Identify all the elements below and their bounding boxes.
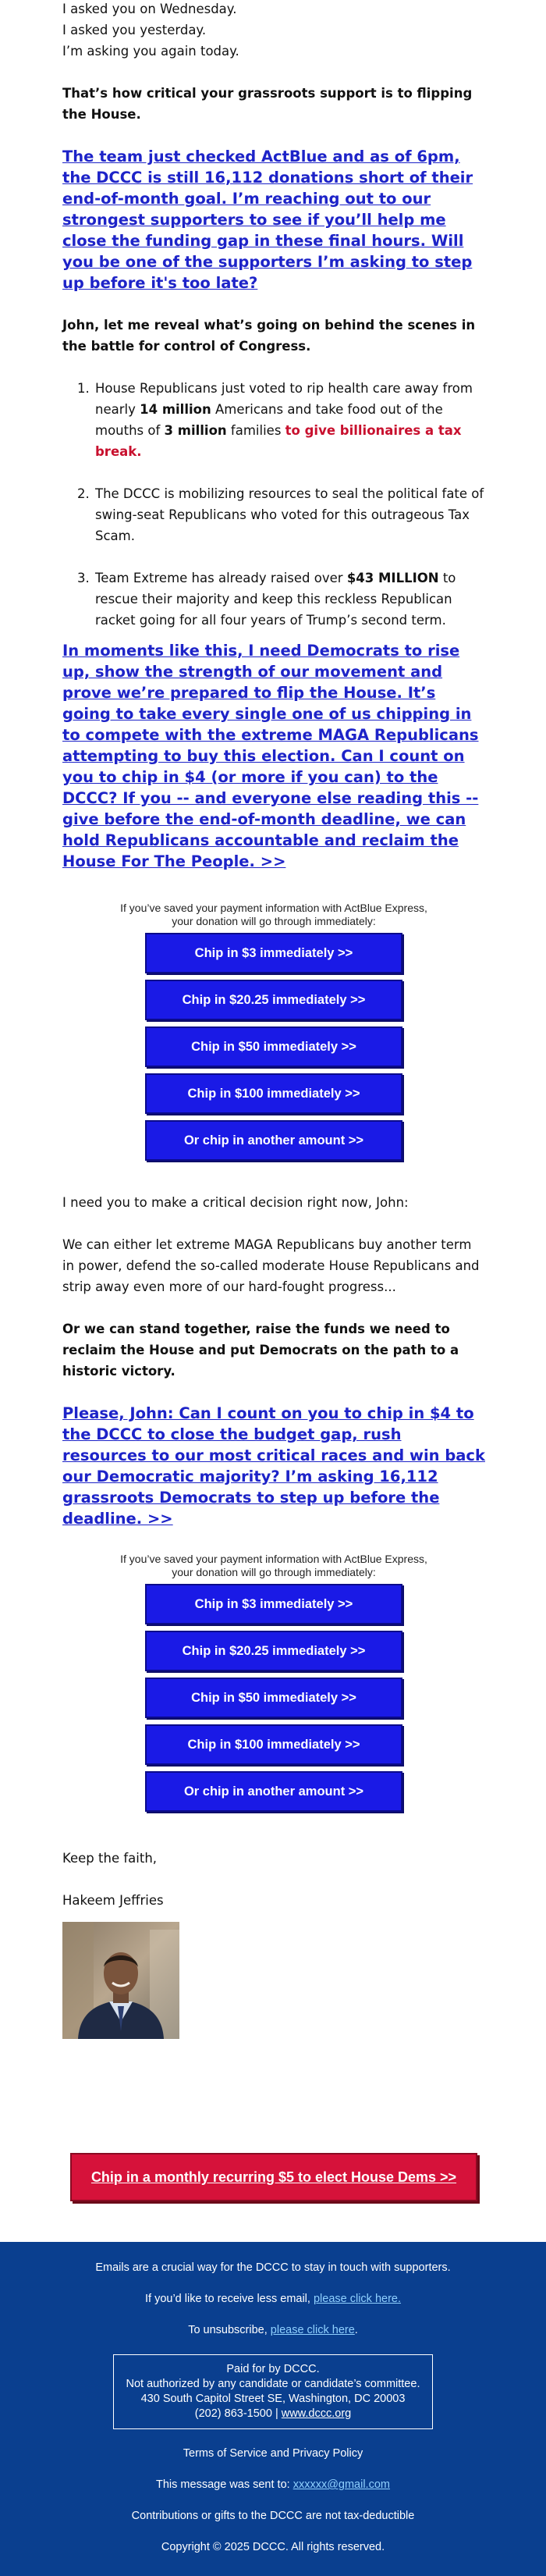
list-item	[94, 378, 485, 462]
dccc-website-link[interactable]: www.dccc.org	[281, 2407, 352, 2420]
list-item-text: to rescue their majority and keep this reckless Republican racket going for all four years of Trump’s second term.	[95, 571, 456, 628]
portrait-illustration	[62, 1922, 179, 2039]
chip-in-100-button[interactable]: Chip in $100 immediately >>	[145, 1724, 402, 1765]
signoff-keep: Keep the faith,	[62, 1851, 158, 1866]
donate-button-group	[62, 902, 485, 1161]
list-item-text: Americans and take food out of the mouths of	[95, 402, 443, 438]
footer-copyright: Copyright © 2025 DCCC. All rights reserved.	[161, 2541, 385, 2553]
list-item-highlight: to give billionaires a tax break.	[95, 423, 462, 459]
intro-line-2: I asked you yesterday.	[62, 23, 207, 37]
chip-in-50-button[interactable]: Chip in $50 immediately >>	[145, 1678, 402, 1718]
chip-in-20-25-button[interactable]: Chip in $20.25 immediately >>	[145, 980, 402, 1020]
monthly-recurring-button[interactable]: Chip in a monthly recurring $5 to elect House Dems >>	[70, 2153, 477, 2201]
less-email-link[interactable]: please click here.	[313, 2293, 401, 2305]
chip-in-100-button[interactable]: Chip in $100 immediately >>	[145, 1073, 402, 1114]
footer-crucial: Emails are a crucial way for the DCCC to stay in touch with supporters.	[95, 2261, 451, 2274]
actblue-note-line: If you’ve saved your payment information with ActBlue Express,	[120, 902, 427, 914]
spacer	[62, 2039, 485, 2153]
actblue-express-note	[62, 902, 485, 928]
list-item-bold: 3 million	[164, 423, 227, 438]
paid-for-box	[113, 2354, 433, 2429]
either-statement: We can either let extreme MAGA Republicans buy another term in power, defend the so-called moderate House Republicans and strip away even more of our hard-fought progress...	[62, 1237, 480, 1294]
footer-text: .	[354, 2324, 358, 2336]
decision-statement: I need you to make a critical decision right now, John:	[62, 1195, 409, 1210]
reasons-list	[94, 378, 485, 631]
chip-in-50-button[interactable]: Chip in $50 immediately >>	[145, 1026, 402, 1067]
terms-privacy-link[interactable]: Terms of Service and Privacy Policy	[183, 2447, 363, 2460]
actblue-note-line: your donation will go through immediately:	[172, 915, 376, 927]
footer-unsubscribe	[47, 2323, 499, 2337]
together-statement: Or we can stand together, raise the funds we need to reclaim the House and put Democrats on the path to a historic victory.	[62, 1322, 459, 1379]
list-item-text: House Republicans just voted to rip health care away from nearly	[95, 381, 473, 417]
recipient-email-link[interactable]: xxxxxx@gmail.com	[292, 2478, 390, 2491]
close-budget-gap-link[interactable]: Please, John: Can I count on you to chip in $4 to the DCCC to close the budget gap, rush resources to our most critical races and win back our Democratic majority? I’m asking 16,112 grassroots Democrats to step up before the deadline. >>	[62, 1404, 485, 1528]
rise-up-donate-link[interactable]: In moments like this, I need Democrats to rise up, show the strength of our movement and prove we’re prepared to flip the House. It’s going to take every single one of us chipping in to compete with the extreme MAGA Republicans attempting to buy this election. Can I count on you to chip in $4 (or more if you can) to the DCCC? If you -- and everyone else reading this -- give before the end-of-month deadline, we can hold Republicans accountable and reclaim the House For The People. >>	[62, 642, 479, 870]
spacer	[62, 2201, 485, 2242]
footer-less-email	[47, 2292, 499, 2306]
signoff-name: Hakeem Jeffries	[62, 1893, 164, 1908]
list-item	[94, 568, 485, 631]
chip-in-other-amount-button[interactable]: Or chip in another amount >>	[145, 1120, 402, 1161]
chip-in-3-button[interactable]: Chip in $3 immediately >>	[145, 933, 402, 973]
reveal-statement: John, let me reveal what’s going on behind the scenes in the battle for control of Congress.	[62, 318, 476, 354]
footer-text: This message was sent to:	[156, 2478, 293, 2491]
chip-in-20-25-button[interactable]: Chip in $20.25 immediately >>	[145, 1631, 402, 1671]
unsubscribe-link[interactable]: please click here	[270, 2324, 355, 2336]
paid-line: Paid for by DCCC.	[226, 2363, 320, 2375]
list-item-text: Team Extreme has already raised over	[95, 571, 347, 585]
intro-block	[62, 0, 485, 62]
chip-in-3-button[interactable]: Chip in $3 immediately >>	[145, 1584, 402, 1624]
footer-tax-note: Contributions or gifts to the DCCC are not tax-deductible	[131, 2510, 415, 2522]
critical-statement: That’s how critical your grassroots support is to flipping the House.	[62, 86, 473, 122]
paid-line	[119, 2407, 427, 2421]
list-item-bold: $43 MILLION	[346, 571, 439, 585]
intro-line-3: I’m asking you again today.	[62, 44, 239, 59]
list-item-text: families	[226, 423, 285, 438]
actblue-express-note	[62, 1553, 485, 1579]
actblue-note-line: your donation will go through immediately:	[172, 1566, 376, 1578]
actblue-note-line: If you’ve saved your payment information with ActBlue Express,	[120, 1553, 427, 1565]
list-item-bold: 14 million	[140, 402, 211, 417]
chip-in-other-amount-button[interactable]: Or chip in another amount >>	[145, 1771, 402, 1812]
phone-text: (202) 863-1500 |	[194, 2407, 282, 2420]
footer-text: To unsubscribe,	[188, 2324, 271, 2336]
footer-text: If you’d like to receive less email,	[144, 2293, 314, 2305]
hakeem-jeffries-photo	[62, 1922, 179, 2039]
intro-line-1: I asked you on Wednesday.	[62, 2, 237, 16]
footer-sent-to	[47, 2478, 499, 2492]
list-item: 2. The DCCC is mobilizing resources to seal the political fate of swing-seat Republicans who voted for this outrageous Tax Scam.	[94, 483, 485, 546]
paid-line: 430 South Capitol Street SE, Washington, DC 20003	[140, 2393, 406, 2405]
paid-line: Not authorized by any candidate or candidate’s committee.	[126, 2378, 420, 2390]
footer	[0, 2242, 546, 2576]
actblue-funding-gap-link[interactable]: The team just checked ActBlue and as of 6pm, the DCCC is still 16,112 donations short of their end-of-month goal. I’m reaching out to our strongest supporters to see if you’ll help me close the funding gap in these final hours. Will you be one of the supporters I’m asking to step up before it's too late?	[62, 148, 473, 292]
donate-button-group	[62, 1553, 485, 1812]
